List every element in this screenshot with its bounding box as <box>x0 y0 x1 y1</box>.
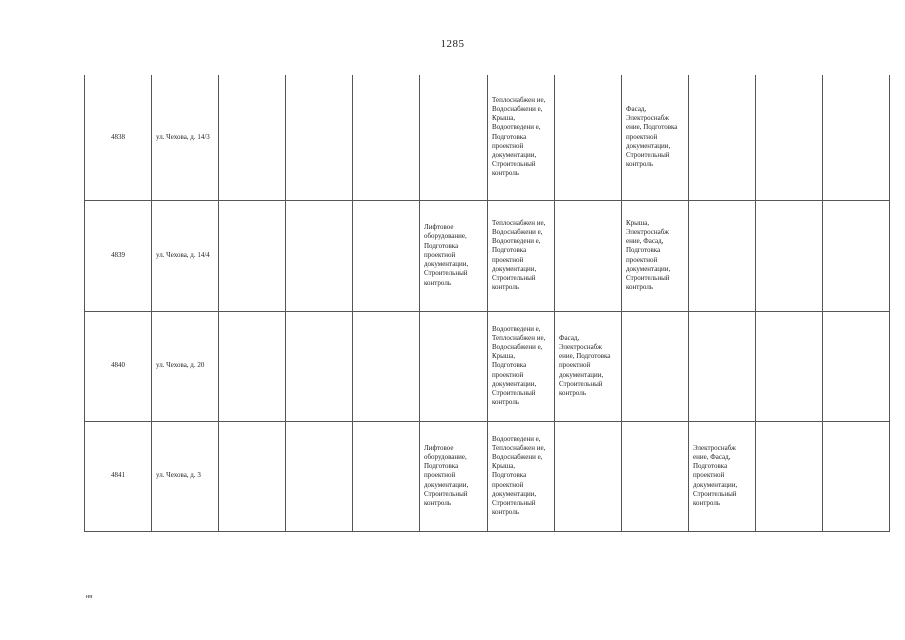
work-cell <box>555 200 622 311</box>
row-number-cell: 4838 <box>85 75 152 200</box>
address-cell: ул. Чехова, д. 3 <box>152 421 219 531</box>
work-cell: Водоотведени е, Теплоснабжен ие, Водоснабжени е, Крыша, Подготовка проектной документации, Строительный контроль <box>488 311 555 421</box>
work-cell <box>622 311 689 421</box>
work-cell <box>555 421 622 531</box>
work-cell: Фасад, Электроснабж ение, Подготовка проектной документации, Строительный контроль <box>555 311 622 421</box>
work-cell <box>286 75 353 200</box>
work-cell: Лифтовое оборудование, Подготовка проектной документации, Строительный контроль <box>420 421 488 531</box>
table-row <box>85 200 890 311</box>
work-cell <box>219 311 286 421</box>
work-cell <box>219 200 286 311</box>
work-cell <box>823 200 890 311</box>
work-cell <box>286 200 353 311</box>
page-number: 1285 <box>440 38 465 50</box>
registry-table <box>84 75 890 532</box>
work-cell: Крыша, Электроснабж ение, Фасад, Подготовка проектной документации, Строительный контроль <box>622 200 689 311</box>
work-cell <box>353 200 420 311</box>
work-cell <box>286 421 353 531</box>
row-number-cell: 4839 <box>85 200 152 311</box>
work-cell <box>756 421 823 531</box>
work-cell <box>756 200 823 311</box>
address-cell: ул. Чехова, д. 20 <box>152 311 219 421</box>
work-cell <box>689 75 756 200</box>
work-cell <box>689 311 756 421</box>
table-row <box>85 311 890 421</box>
work-cell <box>555 75 622 200</box>
work-cell <box>219 75 286 200</box>
row-number-cell: 4840 <box>85 311 152 421</box>
work-cell: Водоотведени е, Теплоснабжен ие, Водоснабжени е, Крыша, Подготовка проектной документации, Строительный контроль <box>488 421 555 531</box>
work-cell <box>823 421 890 531</box>
work-cell: Электроснабж ение, Фасад, Подготовка проектной документации, Строительный контроль <box>689 421 756 531</box>
work-cell <box>353 311 420 421</box>
work-cell <box>286 311 353 421</box>
work-cell <box>689 200 756 311</box>
work-cell <box>353 75 420 200</box>
table-row <box>85 421 890 531</box>
work-cell <box>420 311 488 421</box>
work-cell <box>420 75 488 200</box>
work-cell <box>823 311 890 421</box>
work-cell <box>756 311 823 421</box>
work-cell: Теплоснабжен ие, Водоснабжени е, Водоотведени е, Подготовка проектной документации, Строительный контроль <box>488 200 555 311</box>
work-cell <box>622 421 689 531</box>
work-cell: Фасад, Электроснабж ение, Подготовка проектной документации, Строительный контроль <box>622 75 689 200</box>
work-cell <box>353 421 420 531</box>
work-cell <box>823 75 890 200</box>
work-cell <box>219 421 286 531</box>
work-cell <box>756 75 823 200</box>
work-cell: Теплоснабжен ие, Водоснабжени е, Крыша, Водоотведени е, Подготовка проектной документации, Строительный контроль <box>488 75 555 200</box>
address-cell: ул. Чехова, д. 14/3 <box>152 75 219 200</box>
table-row <box>85 75 890 200</box>
row-number-cell: 4841 <box>85 421 152 531</box>
address-cell: ул. Чехова, д. 14/4 <box>152 200 219 311</box>
footer-mark: нн <box>86 594 93 600</box>
work-cell: Лифтовое оборудование, Подготовка проектной документации, Строительный контроль <box>420 200 488 311</box>
